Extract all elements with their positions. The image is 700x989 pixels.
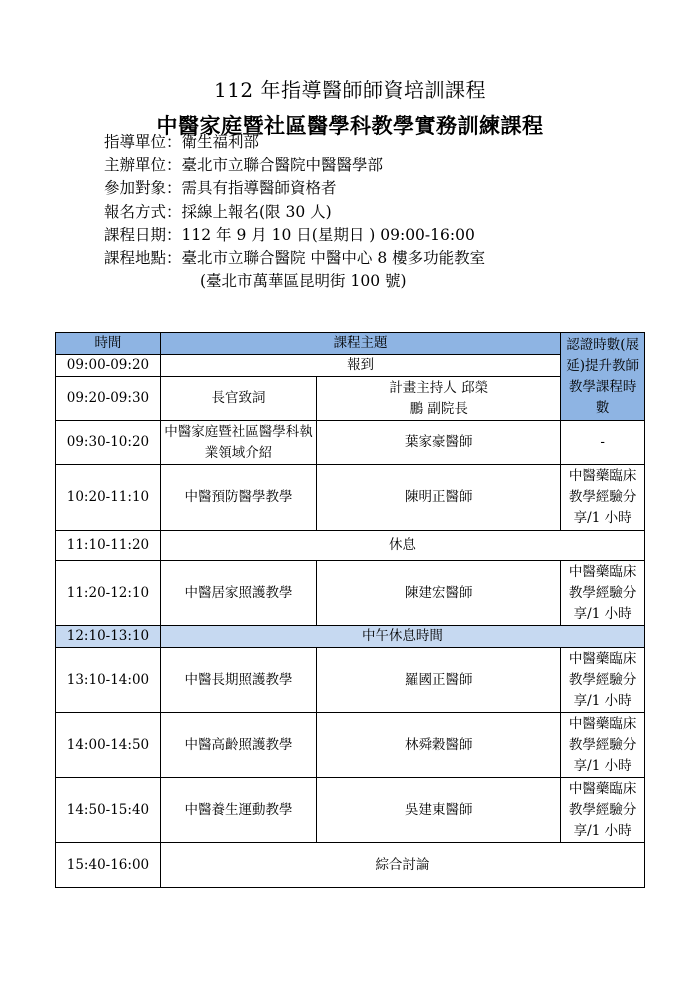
row-credit: 中醫藥臨床教學經驗分享/1 小時 — [561, 561, 645, 626]
table-row — [56, 421, 645, 465]
row-credit: 中醫藥臨床教學經驗分享/1 小時 — [561, 465, 645, 531]
table-row-lunch — [56, 626, 645, 648]
course-date: 課程日期：112 年 9 月 10 日(星期日 ) 09:00-16:00 — [104, 225, 475, 244]
row-topic: 中午休息時間 — [160, 626, 644, 648]
row-time: 14:50-15:40 — [56, 778, 161, 843]
row-time: 09:00-09:20 — [56, 355, 161, 377]
table-row — [56, 531, 645, 561]
table-row — [56, 377, 645, 421]
row-speaker: 羅國正醫師 — [317, 648, 561, 713]
row-speaker: 陳明正醫師 — [317, 465, 561, 531]
course-subtitle: 中醫家庭暨社區醫學科教學實務訓練課程 — [156, 113, 544, 138]
row-time: 13:10-14:00 — [56, 648, 161, 713]
row-topic: 中醫預防醫學教學 — [160, 465, 316, 531]
row-time: 10:20-11:10 — [56, 465, 161, 531]
row-credit: - — [561, 421, 645, 465]
row-credit: 中醫藥臨床教學經驗分享/1 小時 — [561, 713, 645, 778]
row-topic: 綜合討論 — [160, 843, 644, 888]
row-speaker: 林舜穀醫師 — [317, 713, 561, 778]
row-time: 14:00-14:50 — [56, 713, 161, 778]
registration: 報名方式：採線上報名(限 30 人) — [104, 202, 332, 221]
row-speaker: 陳建宏醫師 — [317, 561, 561, 626]
participants: 參加對象：需具有指導醫師資格者 — [104, 179, 337, 198]
row-topic: 中醫高齡照護教學 — [160, 713, 316, 778]
table-header-row — [56, 333, 645, 355]
row-topic: 中醫長期照護教學 — [160, 648, 316, 713]
row-speaker: 吳建東醫師 — [317, 778, 561, 843]
row-topic: 中醫居家照護教學 — [160, 561, 316, 626]
row-credit: 中醫藥臨床教學經驗分享/1 小時 — [561, 778, 645, 843]
course-address: (臺北市萬華區昆明街 100 號) — [200, 272, 407, 291]
header-topic: 課程主題 — [160, 333, 560, 355]
table-row — [56, 778, 645, 843]
table-row — [56, 561, 645, 626]
header-time: 時間 — [56, 333, 161, 355]
row-credit: 中醫藥臨床教學經驗分享/1 小時 — [561, 648, 645, 713]
row-topic: 報到 — [160, 355, 560, 377]
guide-unit: 指導單位：衛生福利部 — [104, 133, 260, 151]
row-time: 09:30-10:20 — [56, 421, 161, 465]
course-title: 112 年指導醫師師資培訓課程 — [213, 78, 487, 102]
row-time: 09:20-09:30 — [56, 377, 161, 421]
row-time: 11:10-11:20 — [56, 531, 161, 561]
row-topic: 休息 — [160, 531, 644, 561]
row-topic: 中醫家庭暨社區醫學科執業領域介紹 — [160, 421, 316, 465]
row-topic: 長官致詞 — [160, 377, 316, 421]
table-row — [56, 713, 645, 778]
row-speaker: 葉家豪醫師 — [317, 421, 561, 465]
row-topic: 中醫養生運動教學 — [160, 778, 316, 843]
table-row — [56, 465, 645, 531]
host-unit: 主辦單位：臺北市立聯合醫院中醫醫學部 — [104, 156, 384, 175]
table-row — [56, 843, 645, 888]
schedule-table — [55, 332, 645, 888]
header-credit: 認證時數(展延)提升教師教學課程時數 — [561, 333, 645, 421]
row-time: 11:20-12:10 — [56, 561, 161, 626]
table-row — [56, 355, 645, 377]
row-time: 12:10-13:10 — [56, 626, 161, 648]
row-time: 15:40-16:00 — [56, 843, 161, 888]
course-info — [104, 131, 485, 293]
course-location: 課程地點：臺北市立聯合醫院 中醫中心 8 樓多功能教室 — [104, 248, 486, 267]
table-row — [56, 648, 645, 713]
row-speaker: 計畫主持人 邱榮鵬 副院長 — [317, 377, 561, 421]
